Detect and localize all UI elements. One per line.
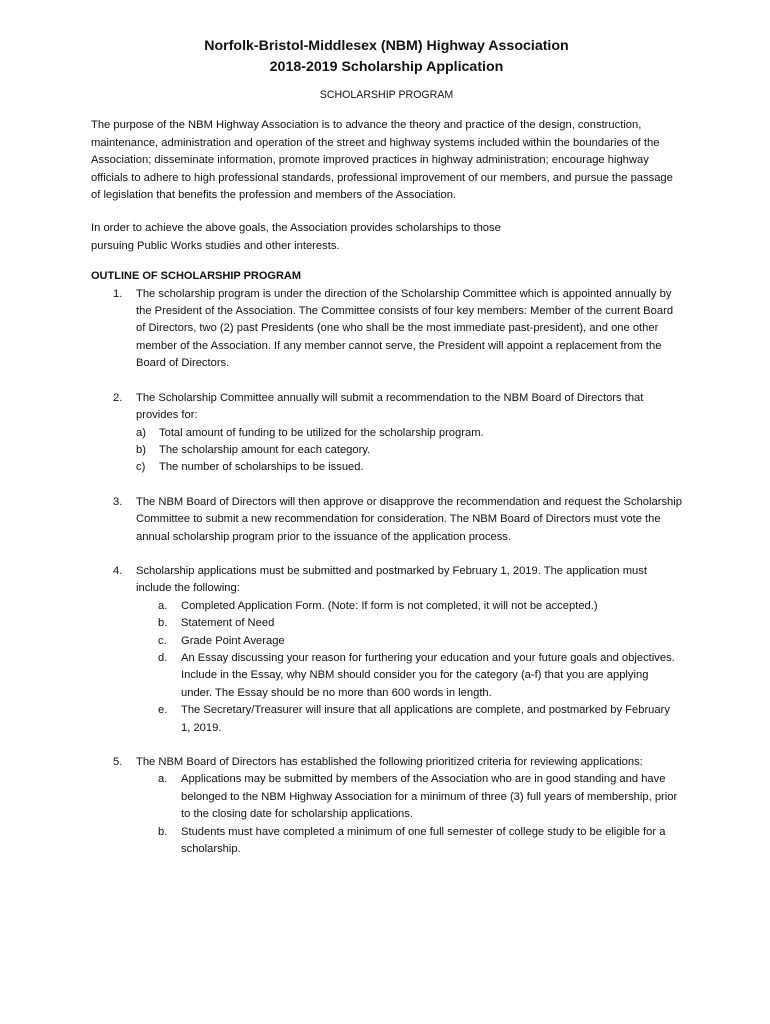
sub-item: [136, 824, 682, 859]
sub-item-letter: c): [136, 461, 146, 474]
sub-item-letter: b): [136, 443, 146, 456]
outline-item-4: [91, 563, 682, 737]
sub-item-text: Total amount of funding to be utilized for the scholarship program.: [159, 426, 484, 439]
sub-item-letter: d.: [158, 651, 168, 664]
item-number: 1.: [113, 287, 123, 300]
sub-item-text: The number of scholarships to be issued.: [159, 461, 364, 474]
sub-item-text: Completed Application Form. (Note: If form is not completed, it will not be accepted.): [181, 599, 598, 612]
item-number: 5.: [113, 756, 123, 768]
outline-item-3: [91, 494, 682, 546]
sub-item-letter: a): [136, 426, 146, 439]
sub-item: [136, 771, 682, 823]
title-line-2: 2018-2019 Scholarship Application: [269, 59, 504, 75]
sub-item: [136, 598, 682, 615]
section-heading: SCHOLARSHIP PROGRAM: [319, 89, 454, 101]
item-number: 2.: [113, 391, 123, 404]
sub-item-text: Grade Point Average: [181, 634, 285, 647]
sub-item: [136, 650, 682, 702]
outline-item-1: [91, 286, 682, 373]
item-text: Scholarship applications must be submitted and postmarked by February 1, 2019. The application must include the following:: [136, 564, 647, 595]
sub-item-text: Statement of Need: [181, 617, 275, 630]
sub-item: [136, 633, 682, 650]
sub-item-text: Students must have completed a minimum of one full semester of college study to be eligible for a scholarship.: [181, 825, 666, 856]
sub-item-text: An Essay discussing your reason for furthering your education and your future goals and objectives. Include in the Essay, why NBM should consider you for the category (a-f) that you are applying under. The Essay should be no more than 600 words in length.: [181, 651, 675, 699]
sub-item-text: The Secretary/Treasurer will insure that all applications are complete, and postmarked by February 1, 2019.: [181, 704, 670, 734]
sub-item-text: Applications may be submitted by members of the Association who are in good standing and have belonged to the NBM Highway Association for a minimum of three (3) full years of membership, prior to the closing date for scholarship applications.: [181, 773, 678, 821]
goals-paragraph: In order to achieve the above goals, the Association provides scholarships to those pursuing Public Works studies and other interests.: [91, 222, 501, 252]
item-text: The scholarship program is under the direction of the Scholarship Committee which is appointed annually by the President of the Association. The Committee consists of four key members: Member of the current Board of Directors, two (2) past Presidents (one who shall be the most immediate past-president), and one other member of the Association. If any member cannot serve, the President will appoint a replacement from the Board of Directors.: [136, 287, 674, 370]
title-line-1: Norfolk-Bristol-Middlesex (NBM) Highway Association: [204, 38, 569, 54]
sub-item-letter: e.: [158, 704, 168, 717]
item-text: The NBM Board of Directors has established the following prioritized criteria for reviewing applications:: [136, 756, 643, 768]
purpose-paragraph: The purpose of the NBM Highway Association is to advance the theory and practice of the design, construction, maintenance, administration and operation of the street and highway systems included within the boundaries of the Association; disseminate information, promote improved practices in highway administration; encourage highway officials to adhere to high professional standards, professional improvement of our members, and pursue the passage of legislation that benefits the profession and members of the Association.: [91, 119, 673, 202]
outline-item-5: [91, 754, 682, 858]
outline-heading: OUTLINE OF SCHOLARSHIP PROGRAM: [91, 270, 302, 283]
sub-list: [136, 598, 682, 737]
sub-item: [136, 615, 682, 632]
sub-item-text: The scholarship amount for each category.: [159, 443, 371, 456]
item-text: The Scholarship Committee annually will submit a recommendation to the NBM Board of Directors that provides for:: [136, 391, 644, 422]
sub-item-letter: a.: [158, 773, 168, 786]
document-title: [91, 36, 682, 78]
sub-item-letter: b.: [158, 825, 168, 838]
sub-item: [136, 702, 682, 737]
sub-list: [136, 771, 682, 858]
item-number: 4.: [113, 564, 123, 577]
sub-item-letter: a.: [158, 599, 168, 612]
sub-list: [136, 425, 682, 477]
item-number: 3.: [113, 495, 123, 508]
sub-item: [136, 442, 682, 459]
sub-item: [136, 425, 682, 442]
sub-item-letter: c.: [158, 634, 167, 647]
sub-item: [136, 459, 682, 476]
outline-item-2: [91, 390, 682, 477]
item-text: The NBM Board of Directors will then approve or disapprove the recommendation and request the Scholarship Committee to submit a new recommendation for consideration. The NBM Board of Directors must vote the annual scholarship program prior to the issuance of the application process.: [136, 495, 682, 543]
sub-item-letter: b.: [158, 617, 168, 630]
